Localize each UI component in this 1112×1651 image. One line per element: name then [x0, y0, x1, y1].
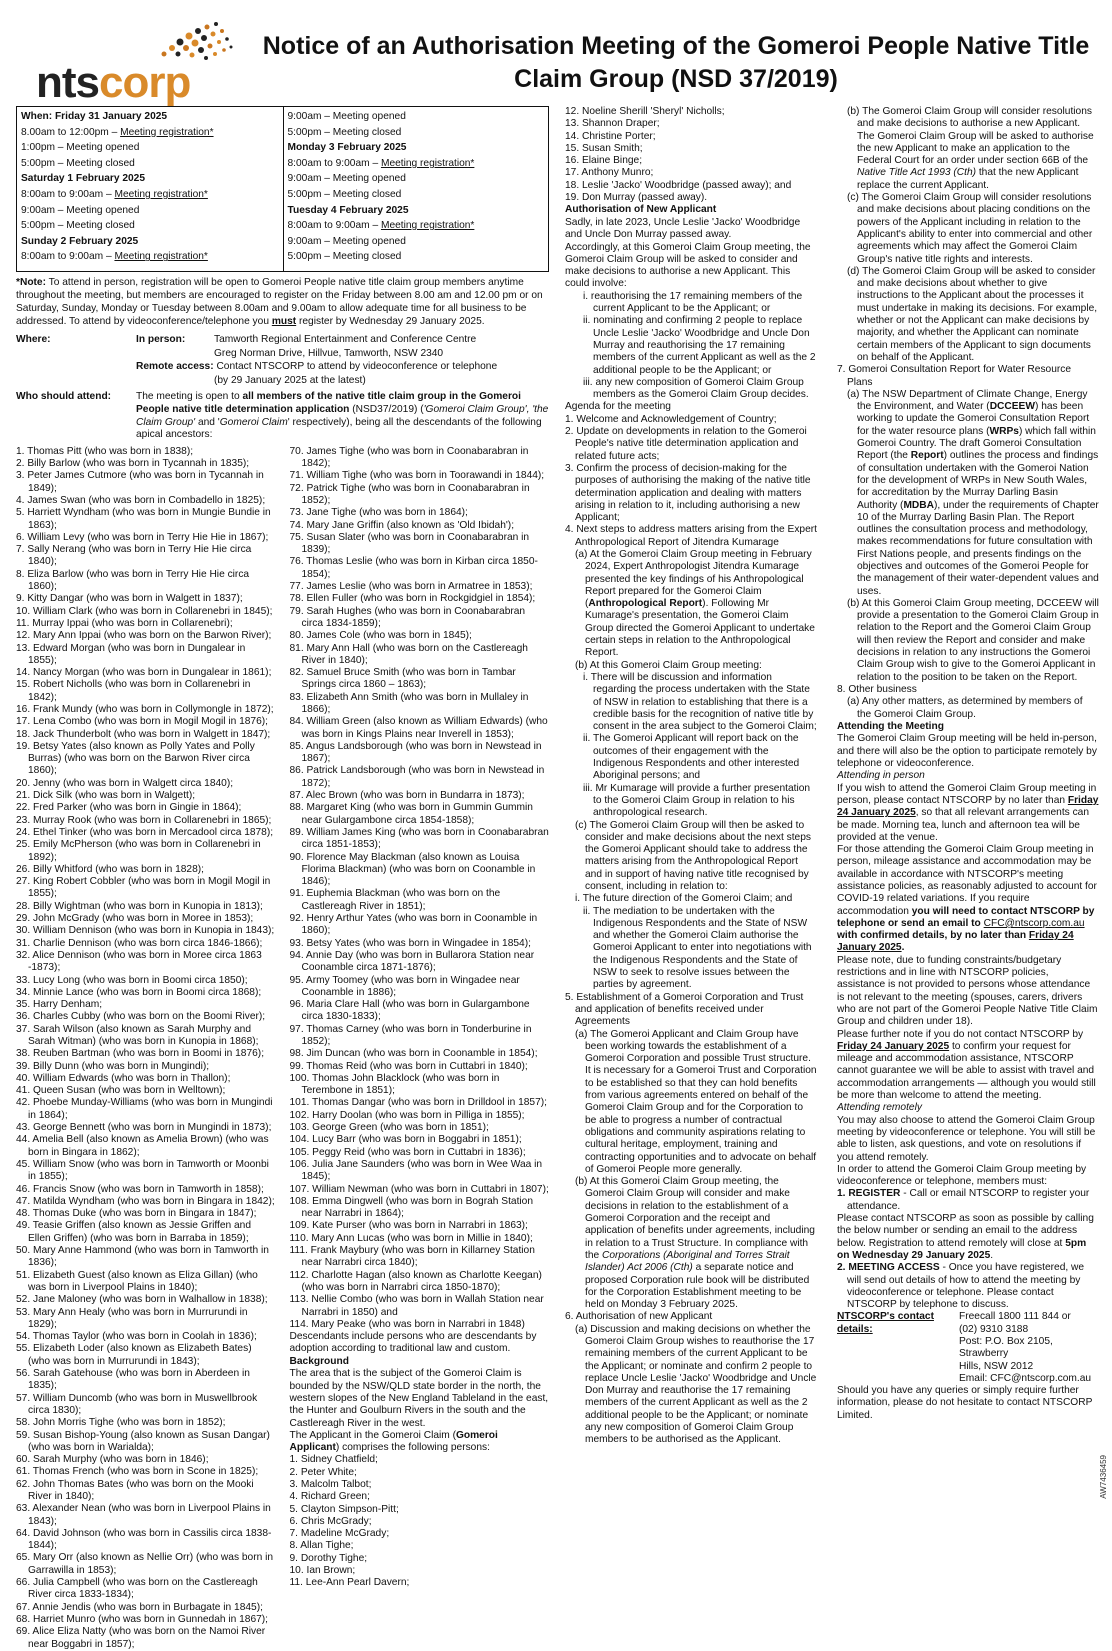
ancestor-item: 85. Angus Landsborough (who was born in Newstead in 1867); [289, 740, 542, 765]
ancestor-item: 7. Sally Nerang (who was born in Terry Hie Hie circa 1840); [16, 544, 252, 568]
ancestor-item: 109. Kate Purser (who was born in Narrabri in 1863); [289, 1220, 528, 1232]
agenda-item: 4. Next steps to address matters arising from the Expert Anthropological Report of Jitendra Kumarage [565, 524, 817, 548]
descendants-text: Descendants include persons who are descendants by adoption according to traditional law and custom. [289, 1331, 537, 1355]
ancestor-item: 88. Margaret King (who was born in Gummin Gummin near Gulargambone circa 1854-1858); [289, 802, 533, 826]
ancestor-item: 24. Ethel Tinker (who was born in Mercadool circa 1878); [16, 826, 274, 838]
schedule-right [283, 107, 549, 271]
ancestor-item: 15. Robert Nicholls (who was born in Collarenebri in 1842); [16, 679, 251, 703]
ancestor-item: 113. Nellie Combo (who was born in Wallah Station near Narrabri in 1850) and [289, 1294, 544, 1318]
schedule-line: When: Friday 31 January 2025 [21, 111, 168, 122]
column-two [290, 446, 550, 1651]
schedule-line: 8:00am to 9:00am – Meeting registration* [287, 220, 475, 232]
attending-p2: If you wish to attend the Gomeroi Claim Group meeting in person, please contact NTSCORP by no later than Friday 24 January 2025, so that all relevant arrangements can be made. Morning tea, lunch and afternoon tea will be provided at the venue. [837, 782, 1099, 843]
ancestor-item: 38. Reuben Bartman (who was born in Boomi in 1876); [16, 1048, 265, 1060]
ancestor-item: 101. Thomas Dangar (who was born in Drilldool in 1857); [289, 1097, 547, 1109]
agenda-item: (b) At this Gomeroi Claim Group meeting: [575, 659, 762, 671]
note-must: must [271, 316, 297, 327]
ancestor-item: 5. Harriett Wyndham (who was born in Mungie Bundie in 1863); [16, 507, 271, 531]
ancestor-item: 52. Jane Maloney (who was born in Walhallow in 1838); [16, 1294, 268, 1306]
column-agenda [565, 106, 817, 1447]
applicant-item: 6. Chris McGrady; [289, 1515, 372, 1527]
header [16, 12, 1098, 107]
ancestor-item: 62. John Thomas Bates (who was born on the Mooki River in 1840); [16, 1478, 254, 1502]
applicant-item: 10. Ian Brown; [289, 1565, 356, 1577]
email-link[interactable]: CFC@ntscorp.com.au [983, 917, 1085, 929]
ancestor-item: 81. Mary Ann Hall (who was born on the Castlereagh River in 1840); [289, 642, 528, 666]
ancestor-item: 30. William Dennison (who was born in Kunopia in 1843); [16, 925, 275, 937]
new-applicant-p2: Accordingly, at this Gomeroi Claim Group meeting, the Gomeroi Claim Group will be asked to consider and make decisions to authorise a new Applicant. This could involve: [565, 241, 811, 290]
ancestor-item: 61. Thomas French (who was born in Scone in 1825); [16, 1466, 259, 1478]
ancestor-item: 56. Sarah Gatehouse (who was born in Aberdeen in 1835); [16, 1368, 250, 1392]
schedule-line: Tuesday 4 February 2025 [287, 204, 409, 216]
column-main [16, 106, 549, 1651]
schedule-line: 5:00pm – Meeting closed [21, 220, 135, 232]
applicant-intro: The Applicant in the Gomeroi Claim (Gomeroi Applicant) comprises the following persons: [289, 1429, 498, 1454]
ancestor-item: 14. Nancy Morgan (who was born in Dungalear in 1861); [16, 667, 272, 679]
ancestor-item: 68. Harriet Munro (who was born in Gunnedah in 1867); [16, 1613, 268, 1625]
applicant-item: 2. Peter White; [289, 1466, 357, 1478]
applicant-list-a [290, 1454, 550, 1589]
schedule-line: 5:00pm – Meeting closed [287, 188, 402, 200]
agenda-item: 6. Authorisation of new Applicant [565, 1311, 713, 1323]
ancestor-item: 27. King Robert Cobbler (who was born in Mogil Mogil in 1855); [16, 876, 271, 900]
applicant-item: 18. Leslie 'Jacko' Woodbridge (passed away); and [565, 179, 792, 191]
ancestor-item: 58. John Morris Tighe (who was born in 1852); [16, 1417, 226, 1429]
closing-text: Should you have any queries or simply require further information, please do not hesitate to contact NTSCORP Limited. [837, 1385, 1093, 1421]
agenda-item: (a) At the Gomeroi Claim Group meeting in February 2024, Expert Anthropologist Jitendra Kumarage presented the key findings of his Anthropological Report prepared for the Gomeroi Claim (Anthropological Report). Following Mr Kumarage's presentation, the Gomeroi Claim Group directed the Gomeroi Applicant to undertake certain steps in relation to the Anthropological Report. [575, 548, 815, 659]
ancestor-item: 32. Alice Dennison (who was born in Moree circa 1863 -1873); [16, 949, 262, 974]
ancestor-item: 49. Teasie Griffen (also known as Jessie Griffen and Ellen Griffen) (who was born in Barraba in 1859); [16, 1220, 252, 1244]
applicant-option: ii. nominating and confirming 2 people to replace Uncle Leslie 'Jacko' Woodbridge and Uncle Don Murray and reauthorising the 17 remaining members of the current Applicant as well as the 2 additional people to be the Applicant; or [583, 315, 816, 376]
ancestor-item: 90. Florence May Blackman (also known as Louisa Florima Blackman) (who was born on Coonamble in 1846); [289, 851, 536, 888]
reference-code: AW7436459 [1099, 1455, 1108, 1499]
agenda-item: (a) The NSW Department of Climate Change, Energy the Environment, and Water (DCCEEW) has been working to update the Gomeroi Consultation Report for the water resource plans (WRPs) which fall within Gomeroi Country. The draft Gomeroi Consultation Report (the Report) outlines the process and findings of consultation undertaken with the Gomeroi Nation for the development of WRPs in New South Wales, for accreditation by the Murray Darling Basin Authority (MDBA), under the requirements of Chapter 10 of the Murray Darling Basin Plan. The Report outlines the consultation process and methodology, makes recommendations for future consultation with First Nations people, and presents findings on the objectives and outcomes of the Gomeroi People for the management of their water-dependent values and uses. [847, 388, 1099, 597]
ancestor-item: 103. George Green (who was born in 1851); [289, 1122, 489, 1134]
attending-heading: Attending the Meeting [837, 720, 944, 732]
column-attending [837, 106, 1099, 1422]
ancestor-item: 102. Harry Doolan (who was born in Pilliga in 1855); [289, 1109, 525, 1121]
schedule-line: 9:00am – Meeting opened [287, 235, 406, 247]
ancestor-item: 74. Mary Jane Griffin (also known as 'Old Ibidah'); [289, 519, 515, 531]
ancestor-item: 104. Lucy Barr (who was born in Boggabri in 1851); [289, 1134, 522, 1146]
ancestor-item: 23. Murray Rook (who was born in Collarenebri in 1865); [16, 814, 272, 826]
schedule-line: Monday 3 February 2025 [287, 142, 407, 154]
schedule-box [16, 106, 549, 272]
agenda-item: i. The future direction of the Gomeroi Claim; and [575, 893, 793, 905]
ancestor-item: 71. William Tighe (who was born in Toorawandi in 1844); [289, 470, 545, 482]
ancestor-item: 50. Mary Anne Hammond (who was born in Tamworth in 1836); [16, 1245, 269, 1269]
ancestor-item: 39. Billy Dunn (who was born in Mungindi); [16, 1060, 210, 1072]
ancestor-item: 106. Julia Jane Saunders (who was born in Wee Waa in 1845); [289, 1158, 543, 1183]
ancestor-item: 78. Ellen Fuller (who was born in Rockgidgiel in 1854); [289, 593, 536, 605]
ancestor-item: 40. William Edwards (who was born in Thallon); [16, 1072, 231, 1084]
where-section [16, 334, 549, 387]
contact-line: Freecall 1800 111 844 or [959, 1311, 1071, 1323]
ancestor-item: 67. Annie Jendis (who was born in Burbagate in 1845); [16, 1601, 263, 1613]
ancestor-item: 12. Mary Ann Ippai (who was born on the Barwon River); [16, 630, 272, 642]
agenda-item: (a) Discussion and making decisions on whether the Gomeroi Claim Group wishes to reauthorise the 17 remaining members of the current Applicant to be the Applicant; or nominate and confirm 2 people to replace Uncle Leslie 'Jacko' Woodbridge and Uncle Don Murray and reauthorise the 17 remaining members of the current Applicant as well as the 2 additional people to be the Applicant; or nominate any new composition of Gomeroi Claim Group members to be authorised as the Applicant. [575, 1323, 817, 1446]
ancestor-item: 34. Minnie Lance (who was born in Boomi circa 1868); [16, 986, 262, 998]
ancestor-item: 92. Henry Arthur Yates (who was born in Coonamble in 1860); [289, 913, 538, 937]
ancestor-item: 94. Annie Day (who was born in Bullarora Station near Coonamble circa 1871-1876); [289, 949, 535, 974]
ancestor-item: 18. Jack Thunderbolt (who was born in Walgett in 1847); [16, 728, 271, 740]
ancestor-item: 97. Thomas Carney (who was born in Tonderburine in 1852); [289, 1023, 532, 1047]
contact-line: Hills, NSW 2012 [959, 1360, 1034, 1372]
agenda-item: (a) Any other matters, as determined by members of the Gomeroi Claim Group. [847, 696, 1083, 720]
ancestor-item: 79. Sarah Hughes (who was born in Coonabarabran circa 1834-1859); [289, 605, 526, 629]
ancestor-item: 21. Dick Silk (who was born in Walgett); [16, 790, 196, 802]
ancestor-item: 86. Patrick Landsborough (who was born in Newstead in 1872); [289, 765, 545, 789]
ancestor-item: 43. George Bennett (who was born in Mungindi in 1873); [16, 1122, 272, 1134]
venue-address: Greg Norman Drive, Hillvue, Tamworth, NSW 2340 [214, 347, 444, 359]
ancestor-item: 64. David Johnson (who was born in Cassilis circa 1838-1844); [16, 1527, 272, 1552]
applicant-list-b [565, 106, 817, 204]
applicant-item: 5. Clayton Simpson-Pitt; [289, 1503, 399, 1515]
applicant-item: 13. Shannon Draper; [565, 118, 660, 130]
background-text: The area that is the subject of the Gomeroi Claim is bounded by the NSW/QLD state border in the north, the western slopes of the New England Tableland in the east, the Hunter and Goulburn Rivers in the south and the Castlereagh River in the west. [289, 1368, 549, 1429]
ntscorp-logo [36, 20, 226, 107]
note-tail: register by Wednesday 29 January 2025. [296, 316, 485, 327]
remote-deadline: (by 29 January 2025 at the latest) [214, 374, 366, 386]
ancestor-list-b [290, 446, 550, 1331]
in-person-label: In person: [136, 334, 186, 345]
ancestor-item: 17. Lena Combo (who was born in Mogil Mogil in 1876); [16, 716, 268, 728]
applicant-item: 14. Christine Porter; [565, 130, 656, 142]
schedule-line: 5:00pm – Meeting closed [21, 157, 135, 169]
new-applicant-p1: Sadly, in late 2023, Uncle Leslie 'Jacko' Woodbridge and Uncle Don Murray passed away. [565, 216, 801, 241]
who-label: Who should attend: [16, 391, 112, 403]
contact-line: Post: P.O. Box 2105, Strawberry [959, 1335, 1053, 1360]
ancestor-item: 2. Billy Barlow (who was born in Tycannah in 1835); [16, 458, 250, 470]
ancestor-item: 35. Harry Denham; [16, 999, 103, 1011]
ancestor-item: 55. Elizabeth Loder (also known as Elizabeth Bates) (who was born in Murrurundi in 1843); [16, 1343, 252, 1367]
ancestor-item: 87. Alec Brown (who was born in Bundarra in 1873); [289, 790, 525, 802]
contact-line: (02) 9310 3188 [959, 1323, 1029, 1335]
schedule-line: 5:00pm – Meeting closed [287, 126, 402, 138]
ancestor-item: 13. Edward Morgan (who was born in Dungalear in 1855); [16, 642, 246, 666]
ancestor-item: 73. Jane Tighe (who was born in 1864); [289, 507, 468, 519]
ancestor-item: 25. Emily McPherson (who was born in Collarenebri in 1892); [16, 839, 261, 863]
ancestor-item: 26. Billy Whitford (who was born in 1828); [16, 863, 204, 875]
remote-label: Remote access: [136, 361, 214, 373]
remote-access [136, 361, 549, 374]
schedule-line: Saturday 1 February 2025 [21, 173, 146, 185]
ancestor-item: 98. Jim Duncan (who was born in Coonamble in 1854); [289, 1048, 538, 1060]
agenda-item: (c) The Gomeroi Claim Group will then be asked to consider and make decisions about the next steps the Gomeroi Applicant should take to address the matters arising from the Anthropological Report and in support of having native title recognised by consent, including in relation to: [575, 819, 811, 892]
agenda-item: iii. Mr Kumarage will provide a further presentation to the Gomeroi Claim Group in relation to his anthropological research. [583, 782, 811, 819]
ancestor-item: 107. William Newman (who was born in Cuttabri in 1807); [289, 1183, 549, 1195]
applicant-item: 15. Susan Smith; [565, 142, 643, 154]
remote-heading: Attending remotely [837, 1102, 922, 1114]
ancestor-item: 54. Thomas Taylor (who was born in Coolah in 1836); [16, 1331, 257, 1343]
ancestor-item: 22. Fred Parker (who was born in Gingie in 1864); [16, 802, 242, 814]
agenda-item: (a) The Gomeroi Applicant and Claim Group have been working towards the establishment of a Gomeroi Corporation and possible Trust structure. It is necessary for a Gomeroi Trust and Corporation to be established so that they can hold benefits from various agreements entered on behalf of the Gomeroi Claim Group and for the Corporation to be able to progress a number of contractual obligations and community aspirations relating to cultural heritage, employment, training and contracting opportunities and to advocate on behalf of Gomeroi People more generally. [575, 1028, 817, 1175]
agenda-items-a [565, 414, 817, 1447]
applicant-item: 12. Noeline Sherill 'Sheryl' Nicholls; [565, 106, 725, 117]
ancestor-list-a [16, 446, 276, 1651]
ancestor-item: 114. Mary Peake (who was born in Narrabri in 1848) [289, 1318, 525, 1330]
schedule-line: 9:00am – Meeting opened [21, 204, 140, 216]
contact-label: NTSCORP's contact details: [837, 1311, 934, 1335]
ancestor-item: 72. Patrick Tighe (who was born in Coonabarabran in 1852); [289, 482, 530, 506]
agenda-item: 7. Gomeroi Consultation Report for Water Resource Plans [837, 364, 1072, 388]
ancestor-item: 83. Elizabeth Ann Smith (who was born in Mullaley in 1866); [289, 691, 529, 715]
ancestor-item: 63. Alexander Nean (who was born in Liverpool Plains in 1843); [16, 1503, 271, 1527]
ancestor-item: 75. Susan Slater (who was born in Coonabarabran in 1839); [289, 531, 530, 556]
agenda-item: 2. Update on developments in relation to the Gomeroi People's native title determination application and related future acts; [565, 426, 807, 462]
applicant-item: 16. Elaine Binge; [565, 155, 643, 167]
logo-wordmark [36, 58, 190, 108]
ancestor-columns [16, 446, 549, 1651]
applicant-item: 17. Anthony Munro; [565, 167, 654, 179]
logo-text-corp: corp [99, 58, 191, 107]
ancestor-item: 37. Sarah Wilson (also known as Sarah Murphy and Sarah Witman) (who was born in Kunopia in 1868); [16, 1023, 259, 1047]
ancestor-item: 96. Maria Clare Hall (who was born in Gulargambone circa 1830-1833); [289, 999, 530, 1023]
attending-p5: Please further note if you do not contact NTSCORP by Friday 24 January 2025 to confirm your request for mileage and accommodation assistance, NTSCORP cannot guarantee we will be able to assist with travel and accommodation arrangements — although you would still be more than welcome to attend the meeting. [837, 1028, 1096, 1102]
ancestor-item: 20. Jenny (who was born in Walgett circa 1840); [16, 777, 234, 789]
ancestor-item: 77. James Leslie (who was born in Armatree in 1853); [289, 581, 533, 593]
attending-p3: For those attending the Gomeroi Claim Group meeting in person, mileage assistance and accommodation may be available in accordance with NTSCORP's meeting assistance policies, as reasonably adjusted to account for COVID-19 related variations. If you require accommodation you will need to contact NTSCORP by telephone or send an email to CFC@ntscorp.com.au with confirmed details, by no later than Friday 24 January 2025. [837, 844, 1097, 954]
schedule-line: 9:00am – Meeting opened [287, 111, 406, 122]
logo-text-nts: nts [36, 58, 99, 107]
agenda-items-b [837, 106, 1099, 721]
who-section [16, 391, 549, 441]
schedule-line: 8:00am to 9:00am – Meeting registration* [287, 157, 475, 169]
ancestor-item: 108. Emma Dingwell (who was born in Bograh Station near Narrabri in 1864); [289, 1195, 533, 1220]
contact-lines [959, 1311, 1099, 1385]
ancestor-item: 51. Elizabeth Guest (also known as Eliza Gillan) (who was born in Liverpool Plains in 1840); [16, 1269, 258, 1293]
ancestor-item: 60. Sarah Murphy (who was born in 1846); [16, 1454, 209, 1466]
ancestor-item: 19. Betsy Yates (also known as Polly Yates and Polly Burras) (who was born on the Barwon River circa 1860); [16, 740, 255, 777]
ancestor-item: 41. Queen Susan (who was born in Welltown); [16, 1085, 226, 1097]
ancestor-item: 3. Peter James Cutmore (who was born in Tycannah in 1849); [16, 470, 264, 494]
applicant-option: i. reauthorising the 17 remaining members of the current Applicant to be the Applicant; or [583, 290, 803, 315]
applicant-item: 11. Lee-Ann Pearl Davern; [289, 1577, 410, 1589]
in-person-heading: Attending in person [837, 770, 925, 782]
ancestor-item: 28. Billy Wightman (who was born in Kunopia in 1813); [16, 900, 263, 912]
ancestor-item: 59. Susan Bishop-Young (also known as Susan Dangar) (who was born in Warialda); [16, 1429, 270, 1453]
applicant-item: 19. Don Murray (passed away). [565, 192, 708, 204]
step-meeting-access: 2. MEETING ACCESS - Once you have registered, we will send out details of how to attend the meeting by videoconference or telephone. Please contact NTSCORP by telephone to discuss. [837, 1262, 1085, 1311]
where-label: Where: [16, 334, 51, 345]
ancestor-item: 80. James Cole (who was born in 1845); [289, 630, 472, 642]
attending-p1: The Gomeroi Claim Group meeting will be held in-person, and there will also be the option to participate remotely by telephone or videoconference. [837, 733, 1097, 770]
agenda-item: 8. Other business [837, 683, 917, 695]
applicant-item: 9. Dorothy Tighe; [289, 1552, 368, 1564]
ancestor-item: 33. Lucy Long (who was born in Boomi circa 1850); [16, 974, 248, 986]
ancestor-item: 82. Samuel Bruce Smith (who was born in Tambar Springs circa 1860 – 1863); [289, 667, 516, 691]
applicant-item: 1. Sidney Chatfield; [289, 1454, 378, 1466]
ancestor-item: 29. John McGrady (who was born in Moree in 1853); [16, 913, 254, 925]
ancestor-item: 31. Charlie Dennison (who was born circa 1846-1866); [16, 937, 263, 949]
ancestor-item: 44. Amelia Bell (also known as Amelia Brown) (who was born in Bingara in 1862); [16, 1134, 269, 1158]
ancestor-item: 110. Mary Ann Lucas (who was born in Millie in 1840); [289, 1232, 533, 1244]
ancestor-item: 9. Kitty Dangar (who was born in Walgett in 1837); [16, 593, 243, 605]
ancestor-item: 45. William Snow (who was born in Tamworth or Moonbi in 1855); [16, 1158, 269, 1183]
schedule-line: 8:00am to 9:00am – Meeting registration* [21, 251, 208, 263]
ancestor-item: 91. Euphemia Blackman (who was born on the Castlereagh River in 1851); [289, 888, 501, 912]
ancestor-item: 6. William Levy (who was born in Terry Hie Hie in 1867); [16, 531, 269, 543]
applicant-item: 4. Richard Green; [289, 1491, 370, 1503]
new-applicant-options [565, 291, 817, 402]
schedule-line: 8:00am to 9:00am – Meeting registration* [21, 188, 208, 200]
schedule-line: 9:00am – Meeting opened [287, 173, 406, 185]
note-text: To attend in person, registration will be open to Gomeroi People native title claim group members anytime throughout the meeting, but members are encouraged to register on the Friday between 8.00 am and 12.00 pm or on Saturday, Sunday, Monday or Tuesday between 8.00am and 9.00am to allow adequate time for all business to be addressed. To attend by videoconference/telephone you [16, 277, 543, 327]
agenda-item: i. There will be discussion and information regarding the process undertaken with the State of NSW in relation to establishing that there is a credible basis for the recognition of native title by consent in the area subject to the Gomeroi Claim; [583, 671, 817, 733]
agenda-item: (b) At this Gomeroi Claim Group meeting, the Gomeroi Claim Group will consider and make decisions in relation to the establishment of a Gomeroi Corporation and the receipt and application of benefits under agreements, including in relation to a Trust Structure. In compliance with the Corporations (Aboriginal and Torres Strait Islander) Act 2006 (Cth) a separate notice and proposed Corporation rule book will be distributed for the Corporation Establishment meeting to be held on Monday 3 February 2025. [575, 1176, 815, 1311]
ancestor-item: 95. Army Toomey (who was born in Wingadee near Coonamble in 1886); [289, 974, 520, 998]
attending-p7: In order to attend the Gomeroi Claim Group meeting by videoconference or telephone, members must: [837, 1163, 1087, 1188]
ancestor-item: 11. Murray Ippai (who was born in Collarenebri); [16, 617, 233, 629]
agenda-item: (b) The Gomeroi Claim Group will consider resolutions and make decisions to authorise a new Applicant. The Gomeroi Claim Group will be asked to authorise the new Applicant to make an application to the Federal Court for an order under section 66B of the Native Title Act 1993 (Cth) that the new Applicant replace the current Applicant. [847, 106, 1094, 191]
ancestor-item: 1. Thomas Pitt (who was born in 1838); [16, 445, 194, 457]
agenda-item: ii. The Gomeroi Applicant will report back on the outcomes of their engagement with the Indigenous Respondents and other interested Aboriginal persons; and [583, 733, 800, 782]
applicant-item: 7. Madeline McGrady; [289, 1528, 390, 1540]
agenda-item: (d) The Gomeroi Claim Group will be asked to consider and make decisions about whether to give instructions to the Applicant about the processes it must undertake in making its decisions. For example, whether or not the Applicant can make decisions by majority, and whether the Applicant can nominate certain members of the Applicant to sign documents on behalf of the Applicant. [847, 265, 1098, 363]
ancestor-item: 76. Thomas Leslie (who was born in Kirban circa 1850-1854); [289, 556, 538, 580]
schedule-left [17, 107, 283, 271]
step-register: 1. REGISTER - Call or email NTSCORP to register your attendance. [837, 1188, 1090, 1212]
ancestor-item: 69. Alice Eliza Natty (who was born on the Namoi River near Boggabri in 1857); [16, 1626, 266, 1650]
ancestor-item: 100. Thomas John Blacklock (who was born in Terembone in 1851); [289, 1072, 500, 1097]
ancestor-item: 65. Mary Orr (also known as Nellie Orr) (who was born in Garrawilla in 1853); [16, 1552, 274, 1576]
attending-p4: Please note, due to funding constraints/budgetary restrictions and in line with NTSCORP policies, assistance is not provided to persons whose attendance is not relevant to the meeting (spouses, carers, drivers who are not part of the Gomeroi People Native Title Claim Group and children under 18). [837, 954, 1098, 1028]
schedule-line: 8.00am to 12:00pm – Meeting registration* [21, 126, 214, 138]
note-lead: *Note: [16, 277, 46, 288]
ancestor-item: 70. James Tighe (who was born in Coonabarabran in 1842); [289, 445, 529, 470]
ancestor-item: 112. Charlotte Hagan (also known as Charlotte Keegan) (who was born in Narrabri circa 1850-1870); [289, 1269, 542, 1293]
applicant-option: iii. any new composition of Gomeroi Claim Group members as the Gomeroi Claim Group decides. [583, 376, 809, 401]
ancestor-item: 53. Mary Ann Healy (who was born in Murrurundi in 1829); [16, 1306, 248, 1330]
applicant-item: 8. Allan Tighe; [289, 1540, 354, 1552]
ancestor-item: 66. Julia Campbell (who was born on the Castlereagh River circa 1833-1834); [16, 1577, 258, 1601]
ancestor-item: 47. Matilda Wyndham (who was born in Bingara in 1842); [16, 1195, 275, 1207]
ancestor-item: 4. James Swan (who was born in Combadello in 1825); [16, 494, 266, 506]
ancestor-item: 99. Thomas Reid (who was born in Cuttabri in 1840); [289, 1060, 528, 1072]
ancestor-item: 57. William Duncomb (who was born in Muswellbrook circa 1830); [16, 1392, 258, 1416]
schedule-line: 5:00pm – Meeting closed [287, 251, 402, 263]
agenda-item: (c) The Gomeroi Claim Group will consider resolutions and make decisions about placing conditions on the powers of the Applicant including in relation to the Applicant's ability to enter into commercial and other agreements which may affect the Gomeroi Claim Group's native title rights and interests. [847, 192, 1093, 265]
ancestor-item: 36. Charles Cubby (who was born on the Boomi River); [16, 1011, 266, 1023]
contact-line: Email: CFC@ntscorp.com.au [959, 1372, 1092, 1384]
remote-text: Contact NTSCORP to attend by videoconference or telephone [216, 361, 498, 373]
ancestor-item: 89. William James King (who was born in Coonabarabran circa 1851-1853); [289, 826, 549, 851]
ancestor-item: 84. William Green (also known as William Edwards) (who was born in Kings Plains near Inverell in 1853); [289, 716, 548, 740]
attending-p6: You may also choose to attend the Gomeroi Claim Group meeting by videoconference or telephone. You will still be able to listen, ask questions, and vote on resolutions if you attend remotely. [837, 1114, 1096, 1163]
registration-note [16, 276, 549, 328]
notice-title: Notice of an Authorisation Meeting of the Gomeroi People Native Title Claim Group (NSD 37/2019) [262, 32, 1090, 93]
ancestor-item: 46. Francis Snow (who was born in Tamworth in 1858); [16, 1183, 264, 1195]
background-heading: Background [289, 1355, 349, 1367]
schedule-line: Sunday 2 February 2025 [21, 235, 139, 247]
applicant-item: 3. Malcolm Talbot; [289, 1478, 372, 1490]
ancestor-item: 48. Thomas Duke (who was born in Bingara in 1847); [16, 1208, 257, 1220]
agenda-heading: Agenda for the meeting [565, 401, 671, 413]
ancestor-item: 105. Peggy Reid (who was born in Cuttabri in 1836); [289, 1146, 526, 1158]
agenda-item: (b) At this Gomeroi Claim Group meeting, DCCEEW will provide a presentation to the Gomeroi Claim Group in relation to the Report and the Gomeroi Claim Group will then review the Report and consider and make decisions in relation to any instructions the Gomeroi Claim Group wish to give to the Gomeroi Applicant in relation to the position to be taken on the Report. [847, 597, 1099, 683]
ancestor-item: 42. Phoebe Munday-Williams (who was born in Mungindi in 1864); [16, 1097, 273, 1121]
ancestor-item: 16. Frank Mundy (who was born in Collymongle in 1872); [16, 703, 274, 715]
ancestor-item: 8. Eliza Barlow (who was born in Terry Hie Hie circa 1860); [16, 568, 250, 593]
agenda-item: 3. Confirm the process of decision-making for the purposes of authorising the making of the native title determination application and dealing with matters arising in relation to it, including authorising a new Applicant; [565, 462, 811, 524]
venue-name: Tamworth Regional Entertainment and Conference Centre [214, 334, 477, 345]
agenda-item: ii. The mediation to be undertaken with the Indigenous Respondents and the State of NSW and whether the Gomeroi Claim authorise the Gomeroi Applicant to enter into negotiations with the Indigenous Respondents and the State of NSW to seek to resolve issues between the parties by agreement. [583, 905, 812, 991]
agenda-item: 5. Establishment of a Gomeroi Corporation and Trust and application of benefits received under Agreements [565, 991, 804, 1028]
who-text: The meeting is open to all members of the native title claim group in the Gomeroi People native title determination application (NSD37/2019) ('Gomeroi Claim Group', 'the Claim Group' and 'Gomeroi Claim' respectively), being all the descendants of the following apical ancestors: [136, 391, 549, 441]
contact-details [837, 1311, 1099, 1385]
new-applicant-heading: Authorisation of New Applicant [565, 204, 717, 216]
ancestor-item: 93. Betsy Yates (who was born in Wingadee in 1854); [289, 937, 531, 949]
schedule-line: 1:00pm – Meeting opened [21, 142, 140, 154]
agenda-item: 1. Welcome and Acknowledgement of Country; [565, 413, 777, 425]
ancestor-item: 111. Frank Maybury (who was born in Killarney Station near Narrabri circa 1840); [289, 1245, 535, 1269]
ancestor-item: 10. William Clark (who was born in Collarenebri in 1845); [16, 605, 273, 617]
attending-p8: Please contact NTSCORP as soon as possible by calling the below number or sending an email to the address below. Registration to attend remotely will close at 5pm on Wednesday 29 January 2025. [837, 1213, 1094, 1261]
